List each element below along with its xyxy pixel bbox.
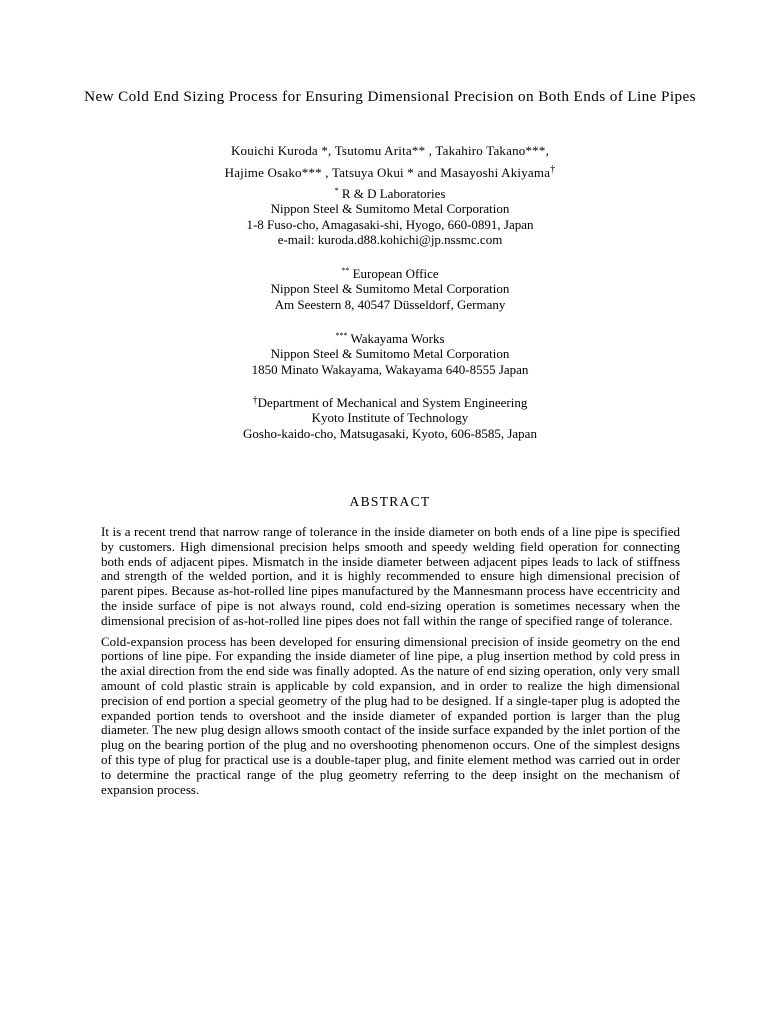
affiliation-1 — [100, 186, 680, 248]
affiliation-3-line-2: 1850 Minato Wakayama, Wakayama 640-8555 Japan — [251, 361, 529, 377]
affiliation-1-name-line — [100, 186, 680, 201]
abstract-paragraph-1: It is a recent trend that narrow range of tolerance in the inside diameter on both ends of a line pipe is specified by customers. High dimensional precision helps smooth and speedy welding field operation for connecting both ends of adjacent pipes. Mismatch in the inside diameter between adjacent pipes leads to lack of stiffness and strength of the welded portion, and it is highly recommended to ensure high dimensional precision of parent pipes. Because as-hot-rolled line pipes manufactured by the Mannesmann process have eccentricity and the inside surface of pipe is not always round, cold end-sizing operation is sometimes necessary when the dimensional precision of as-hot-rolled line pipes does not fall within the range of specified range of tolerance. — [101, 524, 680, 628]
author-dagger-mark: † — [550, 164, 556, 175]
affiliation-3 — [100, 331, 680, 377]
abstract-heading: ABSTRACT — [349, 494, 431, 509]
abstract-body — [101, 525, 680, 803]
affiliation-2-mark: ** — [341, 266, 350, 275]
affiliation-2 — [100, 266, 680, 312]
affiliation-4-mark: † — [252, 395, 258, 406]
affiliation-4-name-line — [100, 395, 680, 410]
affiliation-2-name: European Office — [352, 266, 439, 281]
affiliation-3-name-line — [100, 331, 680, 346]
paper-title: New Cold End Sizing Process for Ensuring Dimensional Precision on Both Ends of Line Pipes — [84, 88, 696, 105]
affiliation-1-name: R & D Laboratories — [341, 186, 446, 201]
affiliation-3-line-1: Nippon Steel & Sumitomo Metal Corporation — [270, 346, 510, 362]
author-list — [100, 140, 680, 184]
affiliation-4-line-1: Kyoto Institute of Technology — [311, 410, 469, 426]
affiliation-1-line-2: 1-8 Fuso-cho, Amagasaki-shi, Hyogo, 660-0891, Japan — [246, 216, 534, 232]
affiliation-2-line-1: Nippon Steel & Sumitomo Metal Corporation — [270, 281, 510, 297]
affiliation-1-mark: * — [334, 186, 339, 195]
affiliation-3-mark: *** — [335, 331, 348, 340]
affiliation-4 — [100, 395, 680, 441]
author-line-2-text: Hajime Osako*** , Tatsuya Okui * and Masayoshi Akiyama — [224, 165, 551, 180]
affiliation-1-email: e-mail: kuroda.d88.kohichi@jp.nssmc.com — [277, 232, 503, 248]
author-line-1: Kouichi Kuroda *, Tsutomu Arita** , Takahiro Takano***, — [230, 143, 550, 158]
affiliation-3-name: Wakayama Works — [350, 331, 445, 346]
affiliation-4-line-2: Gosho-kaido-cho, Matsugasaki, Kyoto, 606-8585, Japan — [243, 425, 537, 441]
abstract-paragraph-2: Cold-expansion process has been developed for ensuring dimensional precision of inside geometry on the end portions of line pipe. For expanding the inside diameter of line pipe, a plug insertion method by cold press in the axial direction from the end side was finally adopted. As the nature of end sizing operation, only very small amount of cold plastic strain is applicable by cold expansion, and in order to realize the high dimensional precision of end portion a special geometry of the plug had to be designed. If a single-taper plug is adopted the expanded portion tends to overshoot and the inside diameter of expanded portion is larger than the plug diameter. The new plug design allows smooth contact of the inside surface expanded by the inlet portion of the plug on the bearing portion of the plug and no overshooting phenomenon occurs. One of the simplest designs of this type of plug for practical use is a double-taper plug, and finite element method was carried out in order to determine the practical range of the plug geometry referring to the deep insight on the mechanism of expansion process. — [101, 633, 680, 797]
affiliation-4-name: Department of Mechanical and System Engineering — [257, 395, 528, 410]
author-line-2 — [100, 162, 680, 184]
affiliation-2-line-2: Am Seestern 8, 40547 Düsseldorf, Germany — [274, 296, 506, 312]
affiliation-2-name-line — [100, 266, 680, 281]
affiliation-1-line-1: Nippon Steel & Sumitomo Metal Corporation — [270, 201, 510, 217]
